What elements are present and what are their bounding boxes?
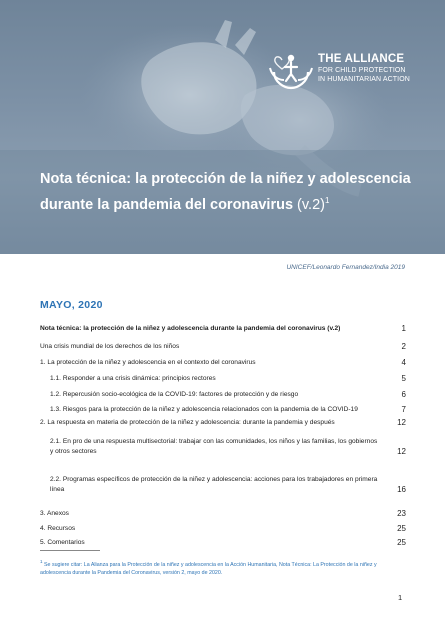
footnote-marker: 1: [40, 559, 43, 564]
toc-entry-label: 2.2. Programas específicos de protección de la niñez y adolescencia: acciones para los trabajadores en primera línea: [50, 476, 378, 493]
org-name: [318, 52, 443, 84]
toc-entry[interactable]: [40, 405, 406, 415]
cover-hero: [0, 0, 445, 254]
title-footnote-marker: 1: [324, 196, 330, 205]
toc-entry-label: 2. La respuesta en materia de protección de la niñez y adolescencia: durante la pandemia y después: [40, 419, 335, 426]
toc-entry-label: 1.3. Riesgos para la protección de la niñez y adolescencia relacionados con la pandemia de la COVID-19: [50, 406, 358, 413]
org-name-line1: THE ALLIANCE: [318, 53, 405, 65]
toc-entry[interactable]: [40, 342, 406, 352]
toc-entry-label: 3. Anexos: [40, 510, 69, 517]
toc-entry[interactable]: [40, 374, 406, 384]
toc-entry-page: 16: [397, 485, 406, 494]
toc-entry[interactable]: [40, 475, 406, 495]
toc-entry[interactable]: [40, 437, 406, 457]
publication-date: MAYO, 2020: [40, 299, 103, 311]
toc-entry-label: Una crisis mundial de los derechos de los niños: [40, 343, 180, 350]
toc-entry-page: 12: [397, 418, 406, 427]
toc-entry-page: 6: [401, 390, 406, 399]
toc-entry-page: 7: [401, 405, 406, 414]
toc-entry-page: 4: [401, 358, 406, 367]
toc-entry[interactable]: [40, 358, 406, 368]
footnote-divider: [40, 550, 100, 551]
photo-credit: UNICEF/Leonardo Fernandez/India 2019: [286, 264, 405, 271]
toc-entry-page: 25: [397, 538, 406, 547]
hands-washing-photo: [0, 0, 445, 254]
toc-entry-page: 5: [401, 374, 406, 383]
org-name-line3: IN HUMANITARIAN ACTION: [318, 76, 410, 83]
toc-entry-label: 2.1. En pro de una respuesta multisectorial: trabajar con las comunidades, los niños y las familias, los gobiernos y otros sectores: [50, 438, 378, 455]
toc-entry[interactable]: [40, 538, 406, 548]
toc-entry-label: 1.2. Repercusión socio-ecológica de la COVID-19: factores de protección y de riesgo: [50, 391, 299, 398]
alliance-logo-icon: [266, 50, 316, 90]
toc-entry-label: Nota técnica: la protección de la niñez y adolescencia durante la pandemia del coronavirus (v.2): [40, 325, 341, 332]
toc-entry[interactable]: [40, 324, 406, 334]
toc-entry-label: 4. Recursos: [40, 525, 76, 532]
toc-entry-page: 2: [401, 342, 406, 351]
title-line1: Nota técnica: la protección de la niñez y adolescencia: [40, 171, 411, 187]
toc-entry-page: 12: [397, 447, 406, 456]
footnote: [40, 558, 406, 577]
toc-entry-label: 1. La protección de la niñez y adolescencia en el contexto del coronavirus: [40, 359, 256, 366]
org-name-line2: FOR CHILD PROTECTION: [318, 67, 406, 74]
title-line2: durante la pandemia del coronavirus: [40, 196, 294, 213]
table-of-contents: [40, 324, 406, 548]
document-title: [40, 168, 440, 216]
toc-entry[interactable]: [40, 524, 406, 534]
footnote-text: Se sugiere citar: La Alianza para la Protección de la niñez y adolescencia en la Acción Humanitaria, Nota Técnica: La Protección de la niñez y adolescencia durante la Pandemia del Coronavirus, versión 2, mayo de 2020.: [40, 561, 377, 576]
toc-entry[interactable]: [40, 418, 406, 428]
toc-entry-page: 23: [397, 509, 406, 518]
page-number: 1: [398, 593, 403, 602]
toc-entry-page: 25: [397, 524, 406, 533]
toc-entry-label: 5. Comentarios: [40, 539, 85, 546]
title-version: (v.2): [297, 196, 325, 213]
toc-entry[interactable]: [40, 509, 406, 519]
toc-entry-page: 1: [401, 324, 406, 333]
toc-entry[interactable]: [40, 390, 406, 400]
toc-entry-label: 1.1. Responder a una crisis dinámica: principios rectores: [50, 375, 216, 382]
